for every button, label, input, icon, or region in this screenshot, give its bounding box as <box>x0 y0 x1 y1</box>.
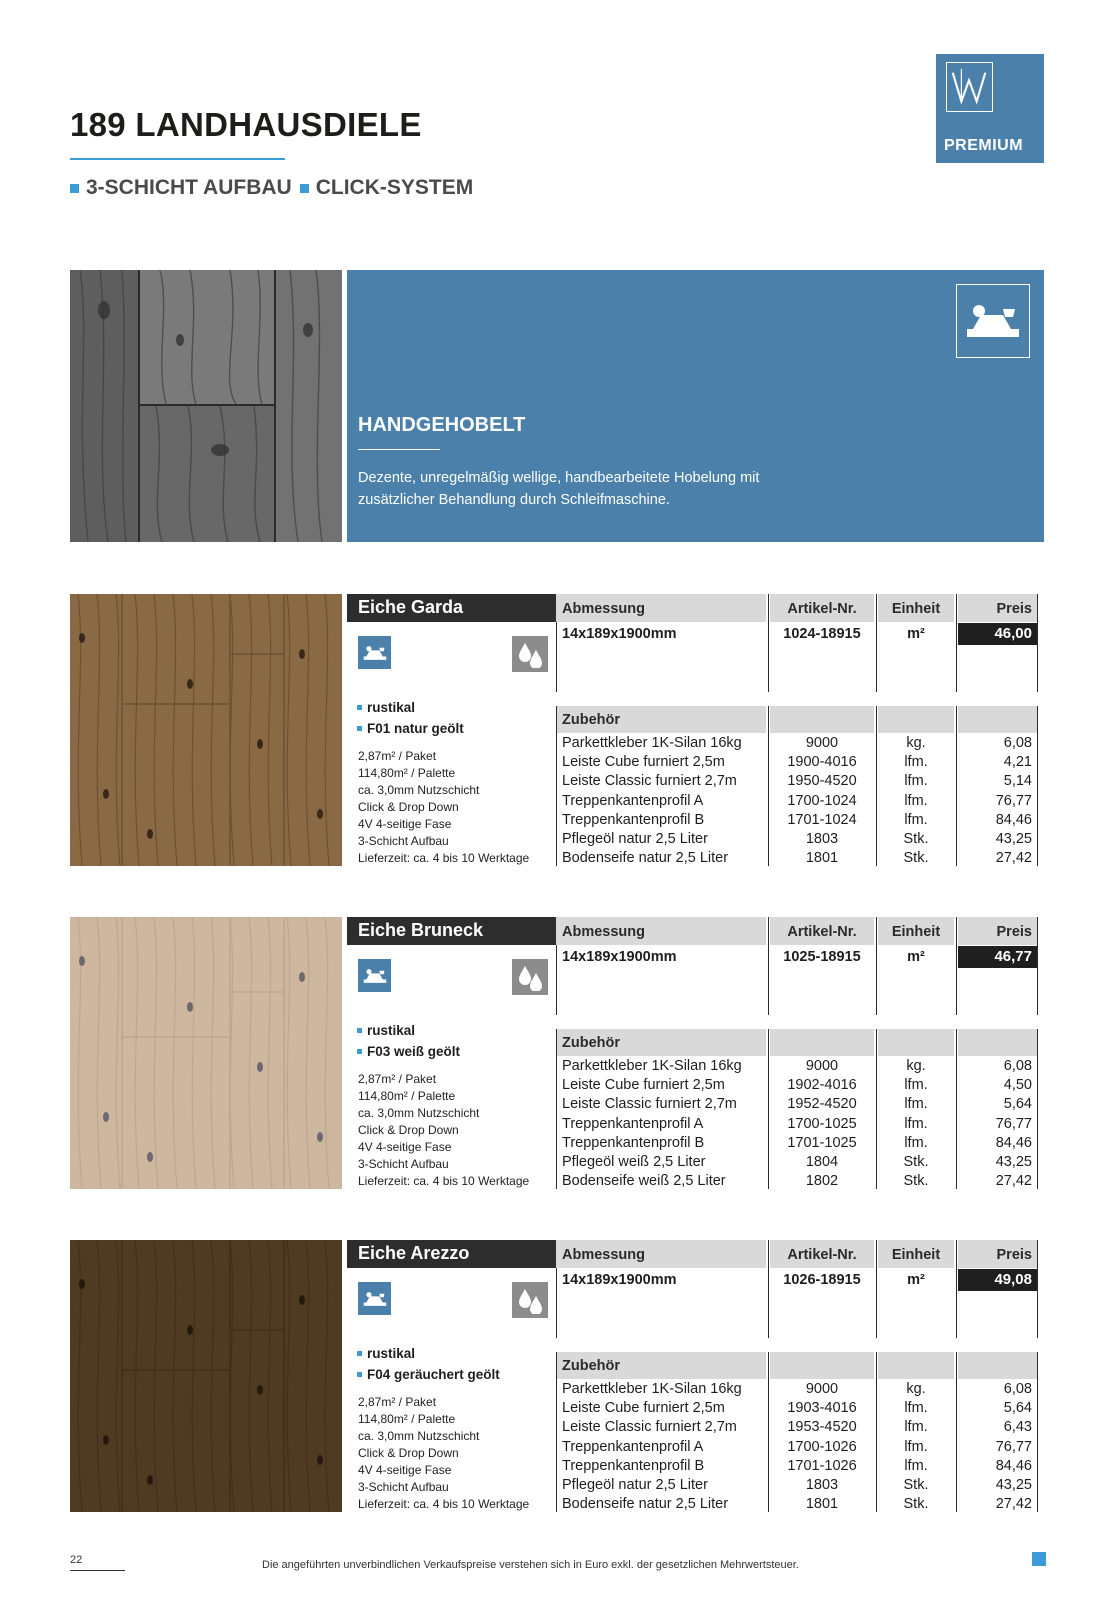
product-unit: m² <box>907 1272 925 1288</box>
column-divider <box>556 1268 557 1338</box>
accessory-price: 84,46 <box>995 811 1032 828</box>
premium-logo <box>936 54 1044 163</box>
column-divider <box>876 594 877 692</box>
accessory-name: Bodenseife natur 2,5 Liter <box>562 850 729 867</box>
product-unit: m² <box>907 626 925 642</box>
accessory-name: Parkettkleber 1K-Silan 16kg <box>562 735 742 751</box>
accessory-price: 6,08 <box>1003 735 1032 751</box>
column-divider <box>768 594 769 692</box>
accessories-header-fill <box>770 706 874 733</box>
treatment-underline <box>358 449 440 450</box>
product-finish: F04 geräuchert geölt <box>367 1367 500 1382</box>
oil-drops-icon <box>512 636 548 672</box>
accessory-unit: Stk. <box>903 1154 929 1170</box>
hand-plane-icon <box>358 1282 391 1315</box>
spec-line: ca. 3,0mm Nutzschicht <box>358 783 480 797</box>
accessory-row <box>70 1076 1046 1095</box>
treatment-info-box <box>347 270 1044 542</box>
accessory-price: 5,64 <box>1003 1400 1032 1417</box>
accessory-row <box>70 1399 1046 1418</box>
accessory-price: 84,46 <box>995 1457 1032 1474</box>
w-logo-icon <box>946 62 993 112</box>
feature-list <box>70 176 481 200</box>
accessory-unit: lfm. <box>904 1134 928 1151</box>
bullet-square <box>300 184 309 193</box>
column-divider <box>956 594 957 692</box>
column-header-article: Artikel-Nr. <box>770 917 874 945</box>
product-grade: rustikal <box>367 700 416 715</box>
accessory-article: 1804 <box>805 1154 839 1170</box>
product-unit: m² <box>907 949 925 965</box>
spec-line: 114,80m² / Palette <box>358 766 456 780</box>
accessory-unit: Stk. <box>903 831 929 847</box>
accessory-price: 5,14 <box>1003 773 1032 790</box>
accessory-unit: lfm. <box>904 1457 928 1474</box>
accessory-price: 27,42 <box>995 1496 1032 1513</box>
accessory-article: 1701-1024 <box>787 811 857 828</box>
product-price: 49,08 <box>958 1269 1038 1291</box>
column-divider <box>956 1240 957 1338</box>
accessories-header-fill <box>958 1352 1038 1379</box>
spec-line: Click & Drop Down <box>358 1123 459 1137</box>
bullet-square <box>357 1028 362 1033</box>
title-underline <box>70 158 285 160</box>
accessory-row <box>70 792 1046 811</box>
accessory-row <box>70 1115 1046 1134</box>
accessory-row <box>70 830 1046 849</box>
column-header-price: Preis <box>958 917 1038 945</box>
accessory-article: 1953-4520 <box>787 1419 857 1436</box>
accessory-name: Leiste Cube furniert 2,5m <box>562 754 725 771</box>
handplaned-wood-image <box>70 270 342 542</box>
column-divider <box>556 945 557 1015</box>
accessory-price: 84,46 <box>995 1134 1032 1151</box>
accessories-header: Zubehör <box>556 706 766 733</box>
bullet-square <box>357 726 362 731</box>
accessory-name: Parkettkleber 1K-Silan 16kg <box>562 1058 742 1074</box>
accessory-price: 6,43 <box>1003 1419 1032 1436</box>
column-header-article: Artikel-Nr. <box>770 1240 874 1268</box>
spec-line: 114,80m² / Palette <box>358 1412 456 1426</box>
accessory-price: 43,25 <box>995 1154 1032 1170</box>
product-article-number: 1026-18915 <box>783 1272 861 1288</box>
product-dimension: 14x189x1900mm <box>562 626 677 642</box>
accessory-name: Leiste Classic furniert 2,7m <box>562 1419 737 1436</box>
product-article-number: 1025-18915 <box>783 949 861 965</box>
column-divider <box>876 1240 877 1338</box>
spec-line: 2,87m² / Paket <box>358 1072 437 1086</box>
accessory-article: 9000 <box>805 1058 839 1074</box>
accessory-unit: lfm. <box>904 792 928 809</box>
spec-line: Click & Drop Down <box>358 800 459 814</box>
column-header-price: Preis <box>958 1240 1038 1268</box>
accessories-header: Zubehör <box>556 1029 766 1056</box>
accessory-article: 1701-1025 <box>787 1134 857 1151</box>
price-disclaimer: Die angeführten unverbindlichen Verkaufspreise verstehen sich in Euro exkl. der gesetzlichen Mehrwertsteuer. <box>262 1559 799 1571</box>
accessory-row <box>70 1438 1046 1457</box>
product-grade: rustikal <box>367 1346 416 1361</box>
accessory-unit: lfm. <box>904 1115 928 1132</box>
accessory-article: 1700-1026 <box>787 1438 857 1455</box>
accessory-name: Treppenkantenprofil B <box>562 1134 705 1151</box>
accessory-name: Bodenseife natur 2,5 Liter <box>562 1496 729 1513</box>
accessory-price: 27,42 <box>995 850 1032 867</box>
bullet-square <box>357 1372 362 1377</box>
accessory-price: 4,50 <box>1003 1077 1032 1094</box>
premium-label: PREMIUM <box>944 137 1024 154</box>
accessory-article: 1802 <box>805 1173 839 1190</box>
accessories-header-fill <box>958 706 1038 733</box>
hand-plane-icon <box>358 959 391 992</box>
spec-line: 3-Schicht Aufbau <box>358 1480 449 1494</box>
accessory-article: 9000 <box>805 735 839 751</box>
accessory-unit: lfm. <box>904 754 928 771</box>
accessory-article: 1952-4520 <box>787 1096 857 1113</box>
bullet-square <box>70 184 79 193</box>
product-block <box>70 1240 1046 1512</box>
accessory-unit: kg. <box>906 1381 926 1397</box>
spec-line: Lieferzeit: ca. 4 bis 10 Werktage <box>358 1497 530 1511</box>
accessory-unit: kg. <box>906 1058 926 1074</box>
accessory-unit: lfm. <box>904 1077 928 1094</box>
accessory-name: Pflegeöl natur 2,5 Liter <box>562 831 708 847</box>
bullet-square <box>357 705 362 710</box>
accessory-name: Pflegeöl natur 2,5 Liter <box>562 1477 708 1493</box>
accessory-name: Pflegeöl weiß 2,5 Liter <box>562 1154 706 1170</box>
footer-square <box>1032 1552 1046 1566</box>
accessory-name: Treppenkantenprofil A <box>562 792 704 809</box>
spec-line: 2,87m² / Paket <box>358 1395 437 1409</box>
accessory-article: 1801 <box>805 850 839 867</box>
accessory-row <box>70 1134 1046 1153</box>
accessory-name: Parkettkleber 1K-Silan 16kg <box>562 1381 742 1397</box>
spec-line: Click & Drop Down <box>358 1446 459 1460</box>
accessory-row <box>70 1380 1046 1399</box>
page-title: 189 LANDHAUSDIELE <box>70 106 422 143</box>
accessories-header-fill <box>958 1029 1038 1056</box>
accessory-row <box>70 1153 1046 1172</box>
spec-line: 114,80m² / Palette <box>358 1089 456 1103</box>
accessories-header-fill <box>878 706 954 733</box>
accessories-header-fill <box>878 1352 954 1379</box>
accessory-unit: Stk. <box>903 1173 929 1190</box>
accessory-price: 6,08 <box>1003 1381 1032 1397</box>
accessory-article: 1700-1024 <box>787 792 857 809</box>
accessory-name: Leiste Cube furniert 2,5m <box>562 1400 725 1417</box>
product-attributes <box>357 697 464 739</box>
product-finish: F03 weiß geölt <box>367 1044 461 1059</box>
accessory-unit: kg. <box>906 735 926 751</box>
spec-line: 2,87m² / Paket <box>358 749 437 763</box>
column-divider <box>1037 1240 1038 1338</box>
accessory-name: Leiste Classic furniert 2,7m <box>562 773 737 790</box>
accessory-row <box>70 753 1046 772</box>
accessory-name: Treppenkantenprofil B <box>562 1457 705 1474</box>
accessory-row <box>70 1095 1046 1114</box>
accessory-row <box>70 849 1046 868</box>
accessory-article: 9000 <box>805 1381 839 1397</box>
product-name: Eiche Arezzo <box>347 1240 559 1268</box>
accessory-name: Treppenkantenprofil A <box>562 1438 704 1455</box>
spec-line: 4V 4-seitige Fase <box>358 1463 452 1477</box>
accessory-price: 76,77 <box>995 1115 1032 1132</box>
spec-line: ca. 3,0mm Nutzschicht <box>358 1429 480 1443</box>
spec-line: 4V 4-seitige Fase <box>358 817 452 831</box>
accessory-unit: lfm. <box>904 1096 928 1113</box>
treatment-heading: HANDGEHOBELT <box>358 414 526 436</box>
accessory-article: 1801 <box>805 1496 839 1513</box>
column-divider <box>768 917 769 1015</box>
product-dimension: 14x189x1900mm <box>562 1272 677 1288</box>
accessory-unit: Stk. <box>903 1496 929 1513</box>
accessory-row <box>70 1457 1046 1476</box>
accessory-article: 1803 <box>805 831 839 847</box>
spec-line: 3-Schicht Aufbau <box>358 1157 449 1171</box>
column-divider <box>556 622 557 692</box>
accessory-row <box>70 811 1046 830</box>
product-dimension: 14x189x1900mm <box>562 949 677 965</box>
hand-plane-icon <box>358 636 391 669</box>
feature-click-system: CLICK-SYSTEM <box>315 176 474 199</box>
accessory-unit: lfm. <box>904 811 928 828</box>
oil-drops-icon <box>512 959 548 995</box>
product-attributes <box>357 1020 460 1062</box>
accessory-price: 5,64 <box>1003 1096 1032 1113</box>
column-header-unit: Einheit <box>878 594 954 622</box>
accessory-row <box>70 1057 1046 1076</box>
accessories-header-fill <box>770 1029 874 1056</box>
column-divider <box>956 917 957 1015</box>
spec-line: Lieferzeit: ca. 4 bis 10 Werktage <box>358 851 530 865</box>
page-number-rule <box>70 1570 125 1571</box>
spec-line: Lieferzeit: ca. 4 bis 10 Werktage <box>358 1174 530 1188</box>
accessory-row <box>70 1418 1046 1437</box>
page-number: 22 <box>70 1554 83 1566</box>
product-name: Eiche Bruneck <box>347 917 559 945</box>
accessory-price: 6,08 <box>1003 1058 1032 1074</box>
product-block <box>70 917 1046 1189</box>
accessory-unit: lfm. <box>904 1419 928 1436</box>
accessory-row <box>70 1495 1046 1514</box>
spec-line: 4V 4-seitige Fase <box>358 1140 452 1154</box>
accessory-row <box>70 734 1046 753</box>
treatment-description: Dezente, unregelmäßig wellige, handbearbeitete Hobelung mit zusätzlicher Behandlung durch Schleifmaschine. <box>358 470 760 508</box>
column-divider <box>1037 917 1038 1015</box>
product-attributes <box>357 1343 500 1385</box>
accessory-price: 76,77 <box>995 792 1032 809</box>
accessory-unit: Stk. <box>903 1477 929 1493</box>
accessory-article: 1700-1025 <box>787 1115 857 1132</box>
accessory-price: 76,77 <box>995 1438 1032 1455</box>
product-finish: F01 natur geölt <box>367 721 464 736</box>
oil-drops-icon <box>512 1282 548 1318</box>
product-grade: rustikal <box>367 1023 416 1038</box>
accessory-article: 1950-4520 <box>787 773 857 790</box>
accessory-name: Treppenkantenprofil A <box>562 1115 704 1132</box>
column-divider <box>1037 594 1038 692</box>
accessory-article: 1903-4016 <box>787 1400 857 1417</box>
spec-line: 3-Schicht Aufbau <box>358 834 449 848</box>
accessories-header-fill <box>770 1352 874 1379</box>
accessory-article: 1803 <box>805 1477 839 1493</box>
accessory-name: Bodenseife weiß 2,5 Liter <box>562 1173 726 1190</box>
product-block <box>70 594 1046 866</box>
accessory-unit: lfm. <box>904 773 928 790</box>
product-article-number: 1024-18915 <box>783 626 861 642</box>
product-price: 46,00 <box>958 623 1038 645</box>
feature-construction: 3-SCHICHT AUFBAU <box>86 176 292 199</box>
column-header-unit: Einheit <box>878 1240 954 1268</box>
column-header-unit: Einheit <box>878 917 954 945</box>
accessory-article: 1701-1026 <box>787 1457 857 1474</box>
accessory-price: 43,25 <box>995 831 1032 847</box>
product-price: 46,77 <box>958 946 1038 968</box>
accessory-unit: Stk. <box>903 850 929 867</box>
accessory-row <box>70 1476 1046 1495</box>
column-divider <box>768 1240 769 1338</box>
column-header-dimension: Abmessung <box>556 594 766 622</box>
spec-line: ca. 3,0mm Nutzschicht <box>358 1106 480 1120</box>
column-header-dimension: Abmessung <box>556 917 766 945</box>
bullet-square <box>357 1351 362 1356</box>
accessory-price: 43,25 <box>995 1477 1032 1493</box>
hand-plane-icon <box>956 284 1030 358</box>
accessory-name: Leiste Classic furniert 2,7m <box>562 1096 737 1113</box>
column-header-price: Preis <box>958 594 1038 622</box>
accessory-price: 4,21 <box>1003 754 1032 771</box>
column-header-article: Artikel-Nr. <box>770 594 874 622</box>
accessories-header-fill <box>878 1029 954 1056</box>
accessory-row <box>70 1172 1046 1191</box>
accessory-name: Leiste Cube furniert 2,5m <box>562 1077 725 1094</box>
column-divider <box>876 917 877 1015</box>
accessories-header: Zubehör <box>556 1352 766 1379</box>
product-name: Eiche Garda <box>347 594 559 622</box>
accessory-article: 1902-4016 <box>787 1077 857 1094</box>
accessory-unit: lfm. <box>904 1438 928 1455</box>
accessory-name: Treppenkantenprofil B <box>562 811 705 828</box>
bullet-square <box>357 1049 362 1054</box>
accessory-article: 1900-4016 <box>787 754 857 771</box>
accessory-row <box>70 772 1046 791</box>
column-header-dimension: Abmessung <box>556 1240 766 1268</box>
accessory-price: 27,42 <box>995 1173 1032 1190</box>
accessory-unit: lfm. <box>904 1400 928 1417</box>
